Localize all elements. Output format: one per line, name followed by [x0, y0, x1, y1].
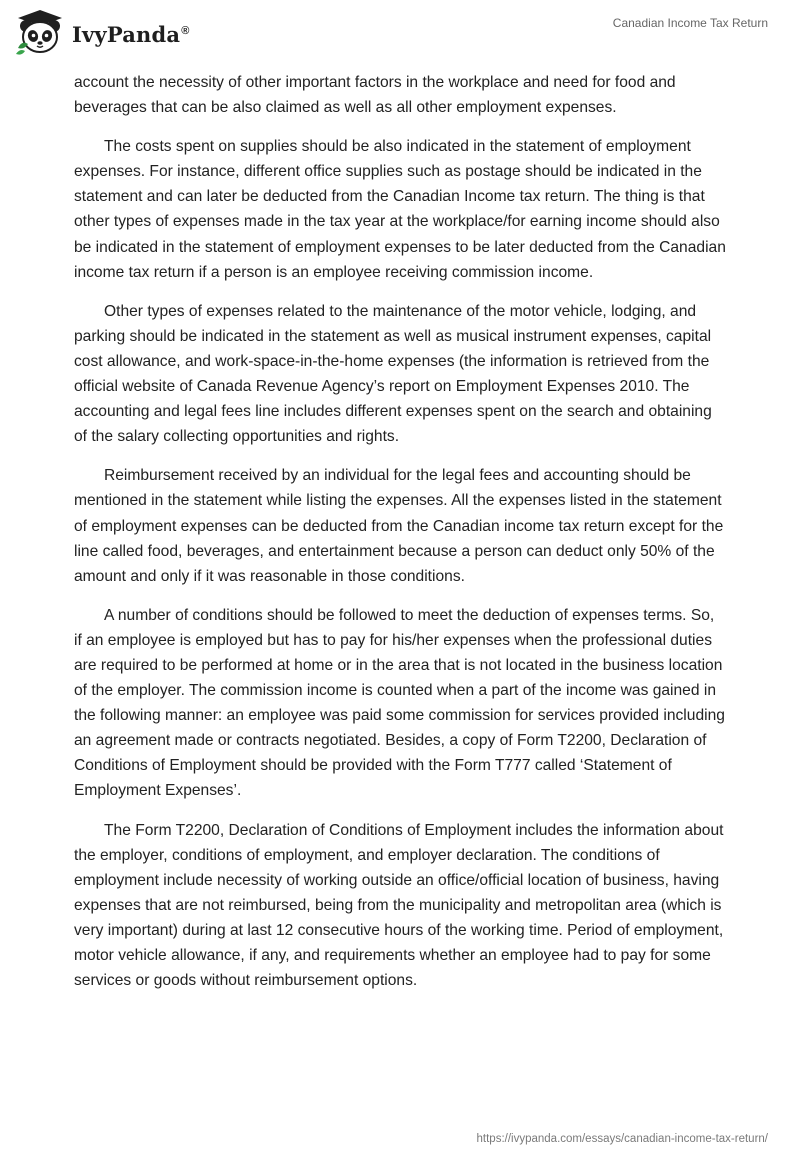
paragraph: The Form T2200, Declaration of Conditions of Employment includes the information about the employer, conditions of employment, and employer declaration. The conditions of employment include necessity of working outside an office/official location of business, having expenses that are not reimbursed, being from the municipality and metropolitan area (which is very important) during at last 12 consecutive hours of the working time. Period of employment, motor vehicle allowance, if any, and requirements whether an employee had to pay for some services or goods without reimbursement options.: [74, 821, 724, 990]
ivypanda-logo[interactable]: [14, 8, 190, 56]
paragraph: Other types of expenses related to the maintenance of the motor vehicle, lodging, and parking should be indicated in the statement as well as musical instrument expenses, capital cost allowance, and work-space-in-the-home expenses (the information is retrieved from the official website of Canada Revenue Agency’s report on Employment Expenses 2010. The accounting and legal fees line includes different expenses spent on the search and obtaining of the salary collecting opportunities and rights.: [74, 302, 712, 446]
page-header: [0, 0, 800, 64]
panda-graduate-icon: [14, 8, 66, 56]
essay-body: [74, 70, 726, 1007]
paragraph: account the necessity of other important factors in the workplace and need for food and beverages that can be also claimed as well as all other employment expenses.: [74, 74, 676, 117]
registered-mark: ®: [181, 24, 190, 37]
paragraph: Reimbursement received by an individual for the legal fees and accounting should be mentioned in the statement while listing the expenses. All the expenses listed in the statement of employment expenses can be deducted from the Canadian income tax return except for the line called food, beverages, and entertainment because a person can deduct only 50% of the amount and only if it was reasonable in those conditions.: [74, 467, 724, 585]
source-url-link[interactable]: https://ivypanda.com/essays/canadian-income-tax-return/: [476, 1133, 768, 1145]
brand-name: IvyPanda®: [72, 21, 190, 47]
paragraph: A number of conditions should be followed to meet the deduction of expenses terms. So, if an employee is employed but has to pay for his/her expenses when the professional duties are required to be performed at home or in the area that is not located in the business location of the employer. The commission income is counted when a part of the income was gained in the following manner: an employee was paid some commission for services provided including an agreement made or contracts negotiated. Besides, a copy of Form T2200, Declaration of Conditions of Employment should be provided with the Form T777 called ‘Statement of Employment Expenses’.: [74, 606, 725, 800]
paragraph: The costs spent on supplies should be also indicated in the statement of employment expenses. For instance, different office supplies such as postage should be indicated in the statement and can later be deducted from the Canadian Income tax return. The thing is that other types of expenses made in the tax year at the workplace/for earning income should also be indicated in the statement of employment expenses to be later deducted from the Canadian income tax return if a person is an employee receiving commission income.: [74, 138, 726, 281]
document-title: Canadian Income Tax Return: [612, 16, 768, 30]
